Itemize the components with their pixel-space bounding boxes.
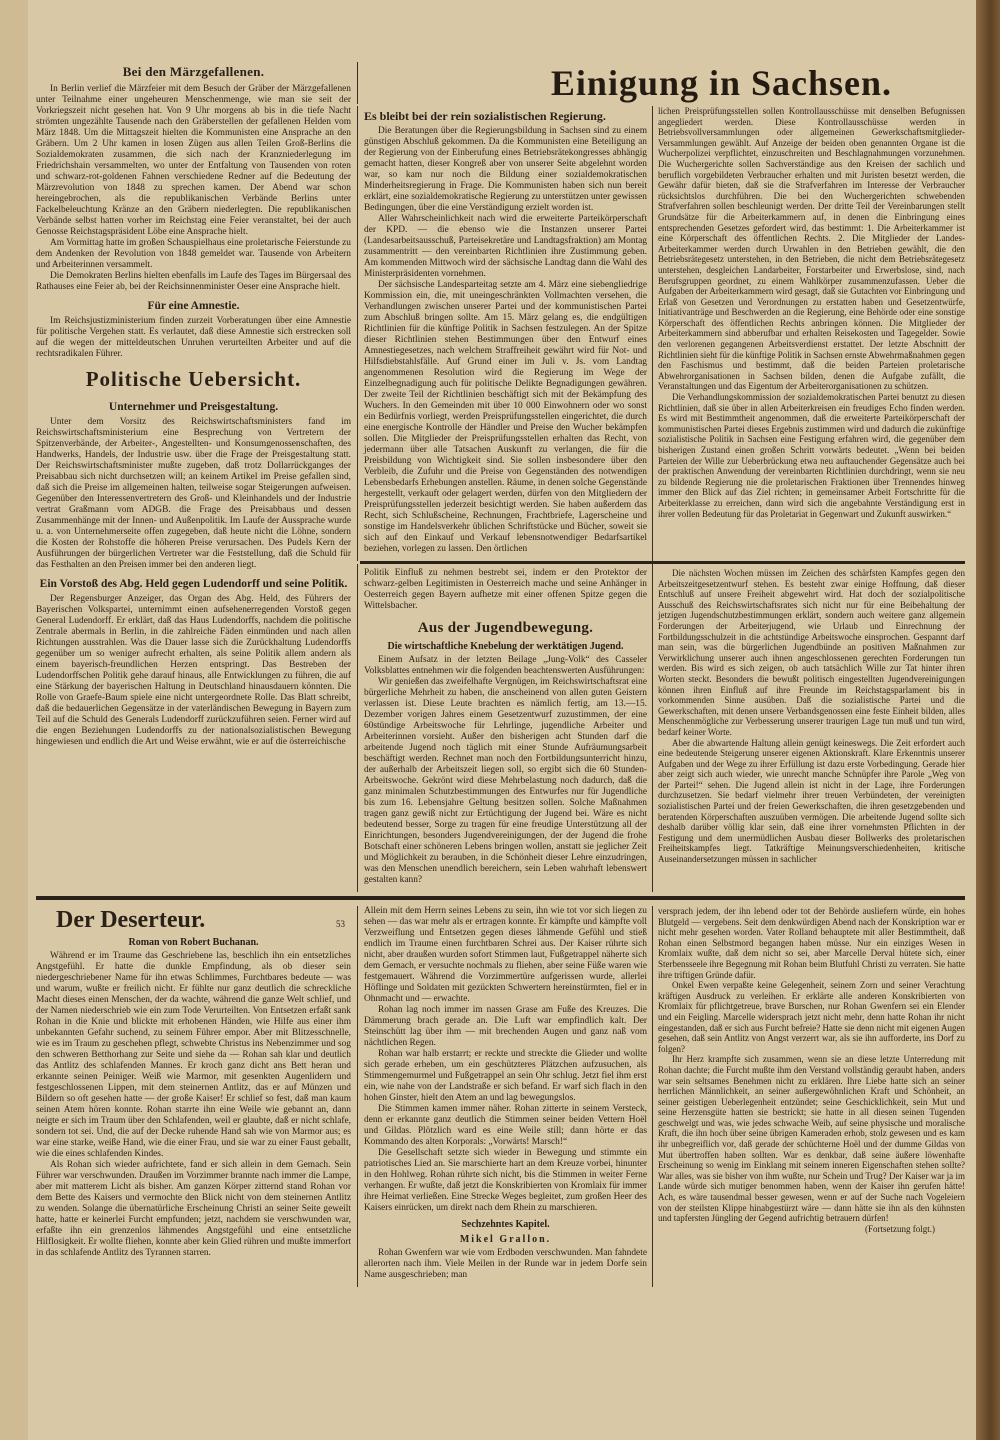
- paragraph: Die Demokraten Berlins hielten ebenfalls im Laufe des Tages im Bürgersaal des Rathauses eine Feier ab, bei der Reichsinnenminister Oeser eine Ansprache hielt.: [36, 271, 351, 292]
- deserteur-column-2: [357, 906, 652, 1287]
- deserteur-column-1: [36, 906, 357, 1287]
- paragraph: Die Verhandlungskommission der sozialdemokratischen Partei benutzt zu diesen Richtlinien, daß sie über in allen Arbeiterkreisen ein freudiges Echo finden werden. Es wird mit Bestimmtheit angenommen, daß die erweiterte Parteikörperschaft der kommunistischen Partei dieses Ergebnis zustimmen wird und dadurch die zukünftige sozialistische Politik in Sachsen eine Festigung erfahren wird, die gegenüber dem bisherigen Zustand einen großen Schritt vorwärts bedeutet. „Wenn bei beiden Parteien der Wille zur Ueberbrückung etwa neu auftauchender Gegensätze auch bei der praktischen Anwendung der vereinbarten Richtlinien durchdringt, wenn sie neu zu bildende Regierung nie die proletarischen Fraktionen über Trennendes hinweg immer den Blick auf das Ziel richten; in gemeinsamer Arbeit Fortschritte für die Arbeiterklasse zu erreichen, dann wird sich die angebahnte Verständigung erst in ihrer vollen Bedeutung für das Proletariat in Gegenwart und Zukunft auswirken.“: [658, 392, 965, 519]
- paragraph: Onkel Ewen verpaßte keine Gelegenheit, seinem Zorn und seiner Verachtung kräftigen Ausdruck zu verleihen. Er erklärte alle anderen Konskribierten von Kromlaix für pflichtgetreue, brave Burschen, nur Rohan Gwenfern sei ein Elender und ein Feigling. Marcelle widersprach jetzt nicht mehr, denn hatte Rohan ihr nicht eingestanden, daß er sich aus Furcht befreie? Hatte sie denn nicht mit eigenen Augen gesehen, daß sein Antlitz von Angst verzerrt war, als sie ihn aufforderte, ins Dorf zu folgen?: [658, 980, 965, 1054]
- novel-header: [56, 906, 351, 934]
- sachsen-subheading: Es bleibt bei der rein sozialistischen Regierung.: [364, 109, 606, 123]
- sachsen-article: [357, 106, 652, 561]
- paragraph: Ihr Herz krampfte sich zusammen, wenn sie an diese letzte Unterredung mit Rohan dachte; die Furcht mußte ihm den Verstand vollständig geraubt haben, anders war sein seltsames Benehmen nicht zu erklären. Ihre Liebe hatte sich an seiner herrlichen Männlichkeit, an seiner außergewöhnlichen Kraft und Schönheit, an seiner geistigen Ueberlegenheit entzündet; seine Geschicklichkeit, sein Mut und seine Herzensgüte hatten sie bestrickt; sie hatte in all diesen seinen Tugenden geschwelgt und was, wie jedes schwache Weib, auf seine physische und moralische Kraft, die ihn hoch über seine übrigen Kameraden erhob, stolz gewesen und es kam ihr unbegreiflich vor, daß gerade der schüchterne Hoël und der dumme Gildas von Mut übertroffen haben sollten. War es denkbar, daß seine äußere löwenhafte Erscheinung so wenig im Einklang mit seinem inneren Eigenschaften stehen sollte? War alles, was sie bisher von ihm wußte, nur Schein und Trug? Der Kaiser war ja im Lande würde sich mutiger benommen haben, wenn der Kaiser ihn gerufen hätte! Ach, es wäre tausendmal besser gewesen, wenn er auf der Suche nach Vogeleiern von der steilsten Klippe hinabgestürzt wäre — dann hätte sie ihn als den kühnsten und tapfersten Jüngling der Gegend aufrichtig betrauern dürfen!: [658, 1054, 965, 1224]
- deserteur-column-3: [652, 906, 965, 1287]
- paragraph: Die nächsten Wochen müssen im Zeichen des schärfsten Kampfes gegen den Arbeitszeitgesetzentwurf stehen. Es besteht zwar einige Hoffnung, daß dieser Entschluß auf unsere Freiheit abgewehrt wird. Hat doch der sozialpolitische Ausschuß des Reichswirtschaftsrates sich nicht nur für eine Beibehaltung der jetzigen Jugendschutzbestimmungen erklärt, sondern auch weitere ganz allgemein Forderungen der Arbeiterjugend, wie Urlaub und Einrechnung der Fortbildungsschulzeit in die achtstündige Arbeitswoche einsprochen. Gespannt darf man sein, was die bürgerlichen Jugendbünde an positiven Maßnahmen zur Verwirklichung unserer auch ihnen angeschlossenen gerechten Forderungen tun werden. Bis wird es sich zeigen, ob auch tatsächlich Wille zur Tat hinter ihren Worten steckt. Besonders die bewußt politisch eingestellten Jugendvereinigungen können ihren Einfluß auf ihre Freunde im Reichstagsparlament bis in vorkommenden Sinne ausüben. Daß die sozialistische Partei und die Gewerkschaften, mit denen unsere Verbandsgenossen eine feste Einheit bilden, alles Menschenmögliche zur Verbesserung unserer traurigen Lage tun muß und tun wird, bedarf keiner Worte.: [658, 568, 965, 737]
- section-heading: Politische Uebersicht.: [85, 367, 302, 391]
- paragraph: versprach jedem, der ihn lebend oder tot der Behörde ausliefern würde, ein hohes Blutgeld — vergebens. Seit dem denkwürdigen Abend nach der Konskription war er nicht mehr gesehen worden. Vater Rolland behauptete mit aller Bestimmtheit, daß Rohan einen Selbstmord begangen haben müsse. Nur ein einziges Wesen in Kromlaix wußte, daß dem nicht so sei, aber Marcelle Derval hütete sich, einer Sterbensseele ihre Begegnung mit Rohan beim Blutfuhl Christi zu verraten. Sie hatte ihre triftigen Gründe dafür.: [658, 906, 965, 980]
- paragraph: Politik Einfluß zu nehmen bestrebt sei, indem er den Protektor der schwarz-gelben Legitimisten in Oesterreich mache und seine Anhänger in Oesterreich gegen Bayern aufhetze mit einer offenen Spitze gegen die Wittelsbacher.: [364, 568, 647, 611]
- installment-number: 53: [336, 919, 345, 929]
- chapter-title: Mikel Grallon.: [459, 1234, 552, 1245]
- continued-note: (Fortsetzung folgt.): [865, 1223, 935, 1234]
- paragraph: Während er im Traume das Geschriebene las, beschlich ihn ein entsetzliches Angstgefühl. Er hatte die dunkle Empfindung, als ob dieser sein niedergeschriebener Name für ihn etwas Schlimmes, Furchtbares bedeute — was und warum, wußte er freilich nicht. Er fühlte nur ganz deutlich die schreckliche Macht dieses einen Menschen, der da wachte, während die ganze Welt schlief, und der Namen niederschrieb wie ein zum Tode Verurteilten. Von Entsetzen erfaßt sank Rohan in die Knie und blickte mit erhobenen Händen, wie Hilfe aus einer ihm unbekannten Gefahr suchend, zu seinem Führer empor. Aber mit Blitzesschnelle, wie es im Traum zu geschehen pflegt, schwebte Christus ins Nebenzimmer und sog den schweren Betthorhang zur Seite und siehe da — Rohan sah klar und deutlich das Antlitz des schlafenden Mannes. Er kroch ganz dicht ans Bett heran und erkannte seinen Peiniger. Weiß wie Marmor, mit gesenkten Augenlidern und festgeschlossenen Lippen, mit dem steinernen Antlitz, das er auf Münzen und Bildern so oft gesehen hatte — der große Kaiser! Er schlief so fest, daß man kaum seinen Atem hören konnte. Rohan starrte ihn eine Weile wie gebannt an, dann neigte er sich im Traum über den Schlafenden, weil er glaubte, daß er nicht schlafe, sondern tot sei. Und, die auf der Decke ruhende Hand sah wie von Marmor aus; es war eine starke, weiße Hand, wie die einer Frau, und sie war zu einer Faust geballt, wie die eines schlafenden Kindes.: [36, 951, 351, 1159]
- chapter-heading: Sechzehntes Kapitel.: [461, 1219, 550, 1230]
- paragraph: Im Reichsjustizministerium finden zurzeit Vorberatungen über eine Amnestie für politische Vergehen statt. Es verlautet, daß diese Amnestie sich erstrecken soll auf die wegen der mitteldeutschen Unruhen verurteilten Arbeiter und auf die rechtsradikalen Führer.: [36, 316, 351, 359]
- paragraph: Aller Wahrscheinlichkeit nach wird die erweiterte Parteikörperschaft der KPD. — die ebenso wie die Instanzen unserer Partei (Landesarbeitsausschuß, Parteisekretäre und Landtagsfraktion) am Montag zusammentritt — den vereinbarten Richtlinien ihre Zustimmung geben. Am kommenden Mittwoch wird der sächsische Landtag dann die Wahl des Ministerpräsidenten vornehmen.: [364, 214, 647, 279]
- jugend-article-continued: [652, 564, 965, 892]
- jugend-heading: Aus der Jugendbewegung.: [417, 620, 594, 636]
- binding-strip: [976, 0, 1000, 1440]
- paragraph: Rohan war halb erstarrt; er reckte und streckte die Glieder und wollte sich gerade erheben, um ein geschützteres Plätzchen aufzusuchen, als Stimmengemurmel und Fußgetrappel an sein Ohr schlug. Jetzt fiel ihm erst ein, wie nahe von der Landstraße er sich befand. Er warf sich flach in den hohen Ginster, hielt den Atem an und lag bewegungslos.: [364, 1049, 647, 1103]
- paragraph: Am Vormittag hatte im großen Schauspielhaus eine proletarische Feierstunde zu dem Andenken der Revolution von 1848 gemeldet war. Tausende von Arbeitern und Arbeiterinnen versammelt.: [36, 238, 351, 270]
- jugend-article: [357, 564, 652, 892]
- upper-section: [36, 62, 965, 892]
- feuilleton-rule: [36, 896, 965, 900]
- sachsen-article-continued: [652, 106, 965, 561]
- novel-title: Der Deserteur.: [56, 907, 206, 933]
- paragraph: In Berlin verlief die Märzfeier mit dem Besuch der Gräber der Märzgefallenen unter Teilnahme einer ungeheuren Menschenmenge, wie man sie seit der Vorkriegszeit nicht gesehen hat. Von 9 Uhr morgens ab bis in die tiefe Nacht strömten ungezählte Tausende nach den Gräberstellen der gefallenen Helden vom März 1848. Um die Mittagszeit hielten die Kommunisten eine Ansprache an den Gräbern. Um 2 Uhr kamen in losen Zügen aus allen Teilen Groß-Berlins die Sozialdemokraten zusammen, die sich nach der Kranzniederlegung im Friedrichshain versammelten, wo unter der Entfaltung von Tausenden von roten und schwarz-rot-goldenen Fahnen verschiedene Redner auf die Bedeutung der Märzrevolution von 1848 zu sprechen kamen. Der Abend war schon hereingebrochen, als die republikanischen Verbände Berlins unter Fackelbeleuchtung Kränze an den Gräbern niederlegten. Die republikanischen Verbände selbst hatten vorher im Reichstag eine Feier veranstaltet, bei der auch Genosse Reichstagspräsident Löbe eine Ansprache hielt.: [36, 84, 351, 237]
- paragraph: Die Gesellschaft setzte sich wieder in Bewegung und stimmte ein patriotisches Lied an. Sie marschierte hart an dem Kreuze vorbei, hinunter in den Hohlweg. Rohan rührte sich nicht, bis die Stimmen in weiter Ferne verhangen. Er wußte, daß jetzt die Konskribierten von Kromlaix für immer ihre Heimat verließen. Eine Strecke Weges begleitet, zum großen Heer des Kaisers einrücken, um direkt nach dem Rhein zu marschieren.: [364, 1148, 647, 1213]
- paragraph: Wir genießen das zweifelhafte Vergnügen, im Reichswirtschaftsrat eine bürgerliche Mehrheit zu haben, die anscheinend von allen guten Geistern verlassen ist. Diese Leute brachten es nämlich fertig, am 13.—15. Dezember vorigen Jahres einem Gesetzentwurf zuzustimmen, der eine 60stündige Arbeitswoche für Lehrlinge, jugendliche Arbeiter und Arbeiterinnen vorsieht. Außer den bisherigen acht Stunden darf die arbeitende Jugend noch täglich mit einer Stunde Aufräumungsarbeit beschäftigt werden. Rechnet man noch den Fortbildungsunterricht hinzu, der außerhalb der Arbeitszeit liegen soll, so ergibt sich die 60 Stunden-Arbeitswoche. Gekrönt wird diese Mehrbelastung noch dadurch, daß die ganz minimalen Schutzbestimmungen des Entwurfes nur für Jugendliche bis zum 16. Lebensjahre Geltung besitzen sollen. Solche Maßnahmen tragen ganz gewiß nicht zur Ertüchtigung der Jugend bei. Wäre es nicht bedeutend besser, Sorge zu tragen für eine freudige Unterstützung all der Einrichtungen, besonders Jugendvereinigungen, der der Jugend die frohe Botschaft einer schöneren Lebens bringen wollen, anstatt sie jeglicher Zeit und Möglichkeit zu berauben, in die Schönheit dieser Lehre einzudringen, was den Menschen unendlich bereichern, sein Leben wahrhaft lebenswert gestalten kann?: [364, 677, 647, 885]
- main-headline: Einigung in Sachsen.: [357, 62, 965, 104]
- deserteur-section: [36, 906, 965, 1287]
- paragraph: Rohan Gwenfern war wie vom Erdboden verschwunden. Man fahndete allerorten nach ihm. Viele Meilen in der Runde war in jedem Dorfe sein Name ausgeschrieben; man: [364, 1248, 647, 1280]
- paragraph: Aber die abwartende Haltung allein genügt keineswegs. Die Zeit erfordert auch eine bedeutende Steigerung unserer eigenen Aktionskraft. Klare Erkenntnis unserer Aufgaben und der Wege zu ihrer Erfüllung ist dazu erste Vorbedingung. Gerade hier aber zeigt sich auch wieder, wie unrecht manche Schnüpfer ihre Parole „Weg von der Partei!“ sehen. Die Jugend allein ist nicht in der Lage, ihre Forderungen durchzusetzen. Sie bedarf vielmehr ihrer treuen Verbündeten, der vereinigten sozialistischen Partei und der freien Gewerkschaften, die ihren gesetzgebenden und beratenden Körperschaften auszuüben vermögen. Die arbeitende Jugend sollte sich deshalb darüber völlig klar sein, daß eine ihrer vornehmsten Pflichten in der Festigung und dem unermüdlichen Ausbau dieser Bollwerks des proletarischen Freiheitskampfes liegt. Tatkräftige Meinungsverschiedenheiten, kritische Auseinandersetzungen müssen in sachlicher: [658, 737, 965, 865]
- paragraph: Die Stimmen kamen immer näher. Rohan zitterte in seinem Versteck, denn er erkannte ganz deutlich die Stimmen seiner beiden Vettern Hoël und Gildas. Plötzlich ward es eine Weile still; dann hörte er das Kommando des alten Korporals: „Vorwärts! Marsch!“: [364, 1104, 647, 1147]
- paragraph: Der Regensburger Anzeiger, das Organ des Abg. Held, des Führers der Bayerischen Volkspartei, unternimmt einen aufsehenerregenden Vorstoß gegen General Ludendorff. Er erklärt, daß das Haus Ludendorffs, nachdem die politische Zentrale abermals in Berlin, in die zahlreiche Fäden einmünden und nach allen Richtungen ausstrahlen. Was die Dauer lasse sich die Zurückhaltung Ludendorffs gegenüber um so weniger aufrecht erhalten, als seine Politik allem andern als einem bayerisch-freundlichen Herzen entspringt. Das Bestreben der Ludendorffschen Politik gehe darauf hinaus, alle Entwicklungen zu führen, die auf eine Stärkung der bayerischen Haltung in Deutschland hinausdauern könnten. Die Rolle von Graefe-Baum spiele eine nicht untergeordnete Rolle. Das Blatt schreibt, daß die bedauerlichen Gegensätze in der vaterländischen Bewegung in Bayern zum Teil auf die Schuld des Generals Ludendorff zurückzuführen seien. Ferner wird auf die engen Beziehungen Ludendorffs zu der nationalsozialistischen Bewegung hingewiesen und endlich die Art und Weise erwähnt, wie er auf die österreichische: [36, 594, 351, 747]
- held-heading: Ein Vorstoß des Abg. Held gegen Ludendorff und seine Politik.: [39, 578, 348, 590]
- newspaper-page: [36, 0, 965, 1327]
- jugend-subheading: Die wirtschaftliche Knebelung der werktätigen Jugend.: [387, 641, 624, 652]
- page-left-margin: [0, 0, 28, 1440]
- maerz-heading: Bei den Märzgefallenen.: [122, 64, 265, 79]
- paragraph: Allein mit dem Herrn seines Lebens zu sein, ihn wie tot vor sich liegen zu sehen — das war mehr als er ertragen konnte. Er kämpfte und kämpfte voll Verzweiflung und Entsetzen gegen dieses lähmende Gefühl und stieß endlich im Traume einen furchtbaren Schrei aus. Der Kaiser rührte sich nicht, aber draußen wurden sofort Stimmen laut, Fußgetrappel näherte sich dem Gemach, er versuchte nochmals zu fliehen, aber seine Füße waren wie festgemauert. Während die Vorzimmertüre aufgerissen wurde, allerlei Höflinge und Soldaten mit gezückten Schwertern hereinstürmten, fiel er in Ohnmacht und — erwachte.: [364, 906, 647, 1004]
- novel-byline: Roman von Robert Buchanan.: [128, 937, 259, 948]
- amnestie-heading: Für eine Amnestie.: [147, 300, 240, 312]
- paragraph: lichen Preisprüfungsstellen sollen Kontrollausschüsse mit denselben Befugnissen angegliedert werden. Diese Kontrollausschüsse werden in Betriebsvollversammlungen oder allgemeinen Gewerkschaftsmitglieder-Versammlungen gewählt. Auf Anzeige der beiden oben genannten Organe ist die Wucherpolizei verpflichtet, einzuschreiten und Beschlagnahmungen vorzunehmen. Die Wuchergerichte sollen Sachverständige aus den Kreisen der sachlich und beruflich vorgebildeten Verbraucher erhalten und mit Juristen besetzt werden, die Gewähr dafür bieten, daß sie die Strafverfahren im Interesse der Verbraucher rücksichtslos durchführen. Die bei den Wuchergerichten schwebenden Strafverfahren sollen beschleunigt werden. Der dritte Teil der Vereinbarungen stellt Grundsätze für die Arbeiterkammern auf, in denen die Einbringung eines entsprechenden Gesetzes gefordert wird, das bestimmt: 1. Die Arbeiterkammer ist eine Körperschaft des öffentlichen Rechts. 2. Die Mitglieder der Landes-Arbeiterkammer werden durch Urwahlen in den Betrieben gewählt, die den Betriebsrätegesetz unterstehen, in den Betrieben, die nicht dem Betriebsrätegesetz unterstehen, desgleichen Landarbeiter, Forstarbeiter und Erwerbslose, sind, nach Berufsgruppen geordnet, zu einem Wahlkörper zusammenzufassen. Ueber die Aufgaben der Arbeiterkammern wird gesagt, daß sie Gutachten vor Einbringung und Erlaß von Gesetzen und Verordnungen zu erstatten haben und Gesetzentwürfe, Initiativanträge und Beschwerden an die Regierung, eine Behörde oder eine sonstige Körperschaft des öffentlichen Rechts anbringen können. Die Mitglieder der Arbeiterkammern sind abberufbar und erhalten Reisekosten und Tagegelder. Sowie den verlorenen gegangenen Arbeitsverdienst erstattet. Der letzte Abschnitt der Richtlinien sieht für die künftige Politik in Sachsen ernste Abwehrmaßnahmen gegen den Faschismus und bestimmt, daß die beiden Parteien proletarische Abwehrorganisationen in Sachsen bilden, denen die Aufgabe zufällt, die Veranstaltungen und das Eigentum der Arbeiterorganisationen zu schützen.: [658, 106, 965, 392]
- left-column: [36, 62, 357, 892]
- paragraph: Als Rohan sich wieder aufrichtete, fand er sich allein in dem Gemach. Sein Führer war verschwunden. Draußen im Vorzimmer brannte nach immer die Lampe, aber mit matterem Licht als bisher. Am ganzen Körper zitternd stand Rohan vor dem Bette des Kaisers und vermochte den Blick nicht von dem steinernen Antlitz zu wenden. Solange die übernatürliche Erscheinung Christi an seiner Seite geweilt hatte, hatte er keinerlei Furcht empfunden; jetzt, nachdem sie verschwunden war, erfaßte ihn ein grenzenlos lähmendes Angstgefühl und eine entsetzliche Hilflosigkeit. Er wollte fliehen, konnte aber kein Glied rühren und mußte immerfort in das schlafende Antlitz des Tyrannen starren.: [36, 1160, 351, 1258]
- paragraph: Einem Aufsatz in der letzten Beilage „Jung-Volk“ des Casseler Volksblattes entnehmen wir die folgenden beachtenswerten Ausführungen:: [364, 655, 647, 676]
- paragraph: Unter dem Vorsitz des Reichswirtschaftsministers fand im Reichswirtschaftsministerium eine Besprechung von Vertretern der Spitzenverbände, der Arbeiter-, Angestellten- und Konsumgenossenschaften, des Handwerks, Handels, der Industrie usw. über die Frage der Preisgestaltung statt. Der Reichswirtschaftsminister mußte zugeben, daß trotz Dollarrückganges der Preisabbau sich nicht durchsetzen will; an keinem Artikel im Preise gefallen sind, daß sich die Preise im allgemeinen halten, teilweise sogar Steigerungen aufweisen. Gegenüber den Interessenvertretern des Groß- und Kleinhandels und der Industrie vertrat Graßmann vom ADGB. die Frage des Preisabbaus und dessen Zusammenhänge mit der Innen- und Außenpolitik. Im Laufe der Aussprache wurde u. a. von Unternehmerseite offen zugegeben, daß heute nicht die Löhne, sondern die Kosten der Rohstoffe die höheren Preise verursachen. Des Pudels Kern der Ausführungen der bürgerlichen Vertreter war die Feststellung, daß die Schuld für das Festhalten an den Preisen immer bei den anderen liegt.: [36, 417, 351, 570]
- paragraph: Rohan lag noch immer im nassen Grase am Fuße des Kreuzes. Die Dämmerung brach gerade an. Die Luft war empfindlich kalt. Der Steinschütt lag über ihm — mit brechenden Augen und ganz naß vom nächtlichen Regen.: [364, 1005, 647, 1048]
- paragraph: Der sächsische Landesparteitag setzte am 4. März eine siebengliedrige Kommission ein, die, mit uneingeschränkten Vollmachten versehen, die Verhandlungen zwischen unserer Partei und der kommunistischen Partei zum Abschluß bringen sollte. Am 15. März gelang es, die endgültigen Richtlinien für die künftige Politik in Sachsen festzulegen. An der Spitze dieser Richtlinien stehen Bestimmungen über den Entwurf eines Amnestiegesetzes, nach welchem Straffreiheit gewährt wird für Not- und Hilfsdiebstahlsfälle. Auf Grund einer im Juli v. Js. vom Landtag angenommenen Resolution wird die Regierung im Wege der Einzelbegnadigung auch für politische Delikte Begnadigungen gewähren. Der zweite Teil der Richtlinien beschäftigt sich mit der Bekämpfung des Wuchers. In den Gemeinden mit über 10 000 Einwohnern oder wo sonst ein Bedürfnis vorliegt, werden Preisprüfungsstellen eingerichtet, die durch eine energische Kontrolle der Händler und Preise den Wucher bekämpfen sollen. Die Mitglieder der Preisprüfungsstellen erhalten das Recht, von jedermann über alle Tatsachen Auskunft zu verlangen, die für die Preisbildung von Wichtigkeit sind. Sie sollen insbesondere über den Verbleib, die Zufuhr und die Preise von Gegenständen des notwendigen Lebensbedarfs Erhebungen anstellen. Räume, in denen solche Gegenstände hergestellt, verkauft oder gelagert werden, dürfen von den Mitgliedern der Preisprüfungsstellen jederzeit besichtigt werden. Sie haben außerdem das Recht, sich Schlußscheine, Rechnungen, Frachtbriefe, Lagerscheine und sonstige im Handelsverkehr üblichen Schriftstücke und Bücher, soweit sie sich auf den Einkauf und Verkauf lebensnotwendiger Bedarfsartikel beziehen, vorlegen zu lassen. Den örtlichen: [364, 280, 647, 554]
- unternehmer-heading: Unternehmer und Preisgestaltung.: [108, 401, 279, 413]
- paragraph: Die Beratungen über die Regierungsbildung in Sachsen sind zu einem günstigen Abschluß gekommen. Da die Kommunisten eine Beteiligung an der Regierung von der Einberufung eines Betriebsrätekongresses abhängig gemacht hatten, dieser Kongreß aber von unserer Seite abgelehnt worden war, so kam nur noch die Bildung einer sozialdemokratischen Minderheitsregierung in Frage. Die Kommunisten haben sich nun bereit erklärt, eine sozialdemokratische Regierung zu unterstützen unter gewissen Bedingungen, über die eine Verständigung erzielt worden ist.: [364, 126, 647, 213]
